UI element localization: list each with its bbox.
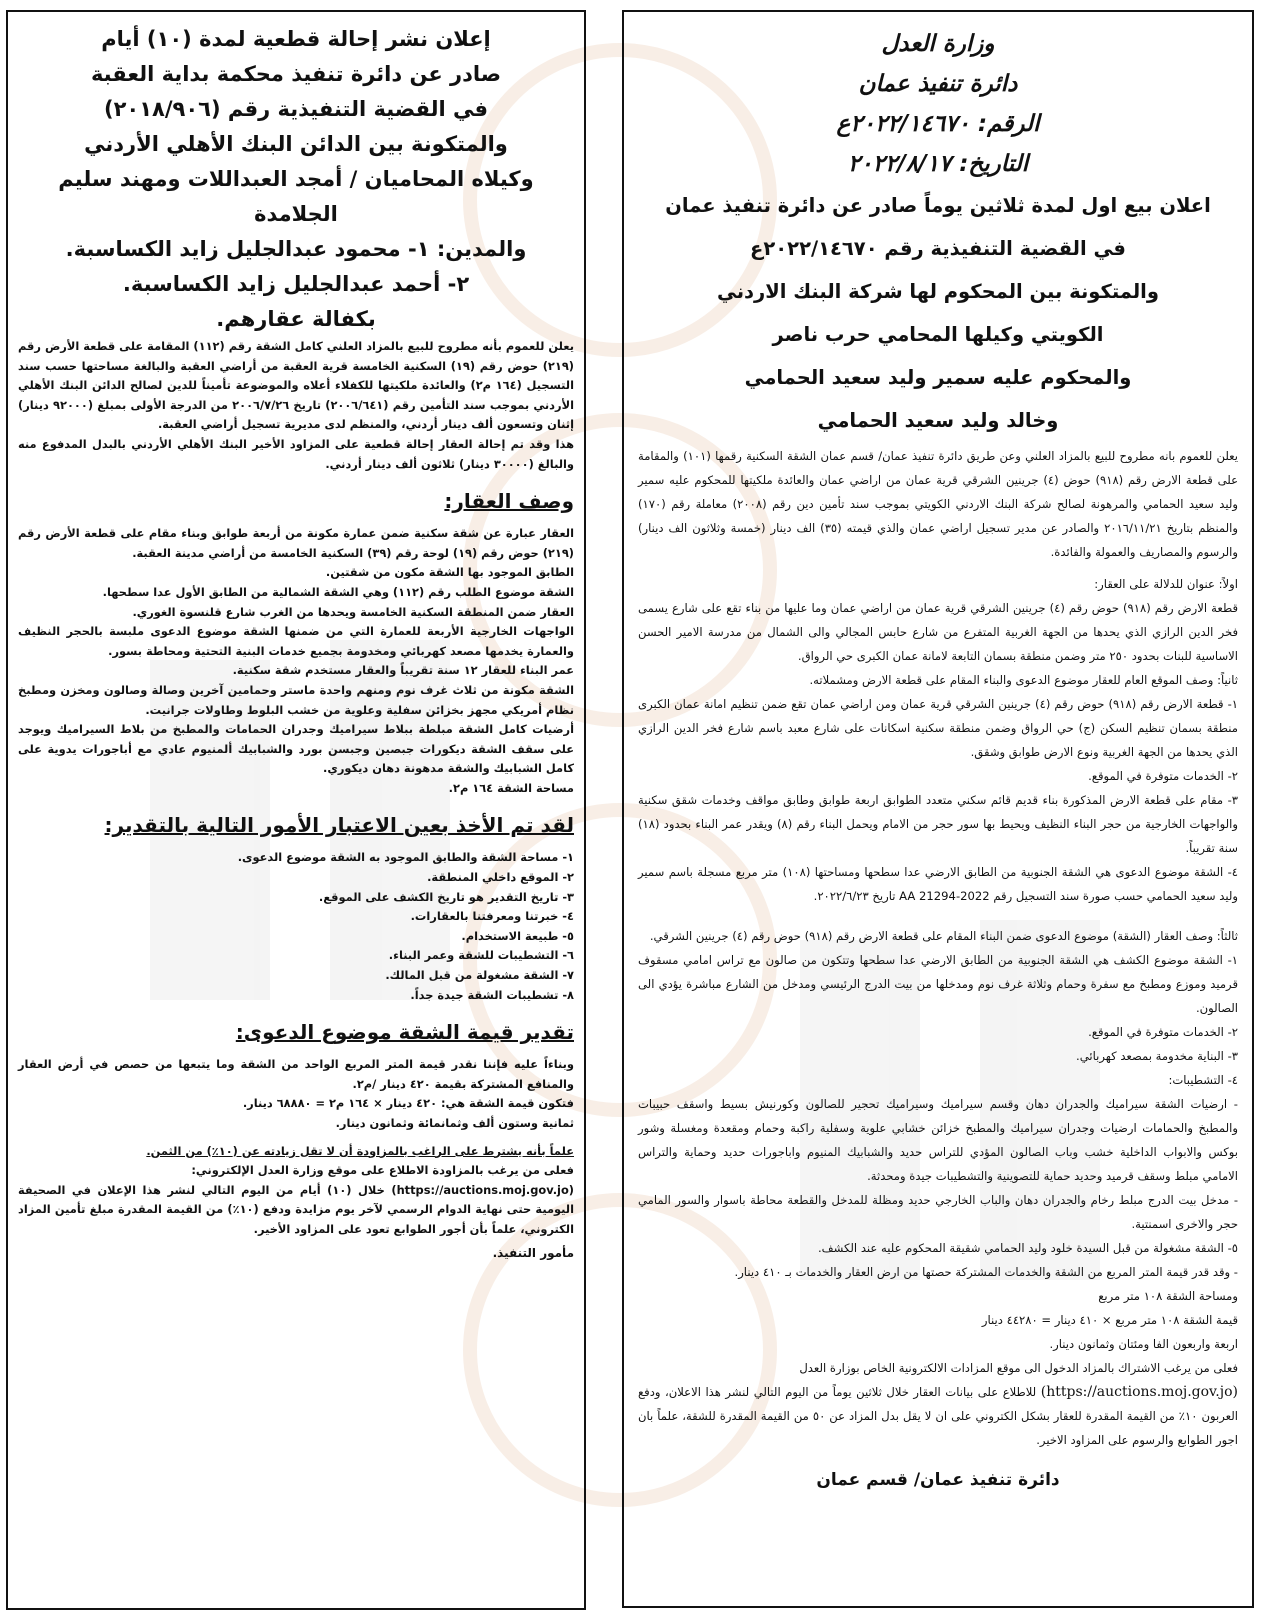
award-paragraph: هذا وقد تم إحالة العقار إحالة قطعية على المزاود الأخير البنك الأهلي الأردني بالبدل المدفوع منه والبالغ (٣٠٠٠٠ دينار) ثلاثون ألف دينار أردني. bbox=[18, 436, 574, 471]
valuation bbox=[18, 1055, 574, 1239]
bidding-condition: علماً بأنه يشترط على الراغب بالمزاودة أن لا تقل زيادته عن (١٠٪) من الثمن. bbox=[146, 1143, 574, 1158]
description-line: أرضيات كامل الشقة مبلطة ببلاط سيراميك وجدران الحمامات والمطبخ من بلاط السيراميك ويوجد على سقف الشقة ديكورات جبصين وجبسن بورد والشبابيك ألمنيوم عادي مع أباجورات يدوية على كامل الشبابيك والشقة مدهونة دهان ديكوري. bbox=[18, 722, 574, 776]
factor-item: ٨- تشطيبات الشقة جيدة جداً. bbox=[410, 987, 574, 1002]
section-3-item: ٢- الخدمات متوفرة في الموقع. bbox=[1088, 1025, 1238, 1039]
title-line: والمتكونة بين المحكوم لها شركة البنك الاردني bbox=[717, 280, 1159, 303]
valuation-title: تقدير قيمة الشقة موضوع الدعوى: bbox=[235, 1020, 574, 1045]
intro-paragraph: يعلن للعموم بأنه مطروح للبيع بالمزاد العلني كامل الشقة رقم (١١٢) المقامة على قطعة الأرض رقم (٢١٩) حوض رقم (١٩) السكنية الخامسة قرية العقبة من أراضي العقبة والبالغة مساحتها حسب سند التسجيل (١٦٤ م٢) والعائدة ملكيتها للكفلاء أعلاه والموضوعة تأميناً للدين لصالح الدائن البنك الأهلي الأردني بموجب سند التأمين رقم (٢٠٠٦/٦٤١) تاريخ ٢٠٠٦/٧/٢٦ من الدرجة الأولى بمبلغ (٩٢٠٠٠ دينار) إثنان وتسعون ألف دينار أردني، والمنظم لدى مديرية تسجيل أراضي العقبة. bbox=[18, 339, 574, 432]
section-2-item: ٢- الخدمات متوفرة في الموقع. bbox=[1088, 769, 1238, 783]
title-line: الكويتي وكيلها المحامي حرب ناصر bbox=[772, 323, 1104, 346]
title-line: اعلان بيع اول لمدة ثلاثين يوماً صادر عن دائرة تنفيذ عمان bbox=[665, 194, 1211, 217]
intro-paragraph: يعلن للعموم بانه مطروح للبيع بالمزاد العلني وعن طريق دائرة تنفيذ عمان/ قسم عمان الشقة السكنية رقمها (١٠١) والمقامة على قطعة الارض رقم (٩١٨) حوض (٤) جرينين الشرقي قرية عمان من اراضي عمان والعائدة ملكيتها للمحكوم عليه سمير وليد سعيد الحمامي والمرهونة لصالح شركة البنك الاردني الكويتي بموجب سند تأمين دين رقم (٢٠٠٨) معاملة رقم (١٧٠) والمنظم بتاريخ ٢٠١٦/١١/٢١ والصادر عن مدير تسجيل اراضي عمان والذي قيمته (٣٥) الف دينار (خمسة وثلاثون الف دينار) والرسوم والمصاريف والعمولة والفائدة. bbox=[638, 449, 1239, 559]
factor-item: ٧- الشقة مشغولة من قبل المالك. bbox=[385, 968, 574, 983]
title-line: في القضية التنفيذية رقم ٢٠٢٢/١٤٦٧٠ع bbox=[750, 237, 1126, 260]
factor-item: ٢- الموقع داخلي المنطقة. bbox=[427, 870, 574, 885]
section-2-item: ٣- مقام على قطعة الارض المذكورة بناء قديم قائم سكني متعدد الطوابق اربعة طوابق وطابق مواقف وخدمات شقق سكنية والواجهات الخارجية من حجر البناء النظيف ويحيط بها سور حجر من الامام ويحمل البناء رقم (٨) ويقدر عمر البناء بحدود (١٨) سنة تقريباً. bbox=[638, 793, 1238, 855]
description-line: العقار عبارة عن شقة سكنية ضمن عمارة مكونة من أربعة طوابق وبناء مقام على قطعة الأرض رقم (٢١٩) حوض رقم (١٩) لوحة رقم (٣٩) السكنية الخامسة من أراضي مدينة العقبة. bbox=[18, 526, 574, 560]
reference-number: الرقم: ٢٠٢٢/١٤٦٧٠ع bbox=[836, 111, 1040, 137]
section-3-item: - ارضيات الشقة سيراميك والجدران دهان وقسم سيراميك وسيراميك تحجير للصالون وكورنيش بسيط واسقف حبيبات والمطبخ والحمامات ارضيات وجدران سيراميك والمطبخ خزائن خشابي علوية وسفلية راكبة وحمام ومقعدة ومغسلة وشور بوكس والابواب الداخلية خشب وباب الصالون المؤدي للتراس حديد والشبابيك المنيوم واباجورات حديد وحماية والتراس الامامي مبلط وسقف قرميد وحديد حماية للتصوينية والتشطيبات جيدة ومحدثة. bbox=[638, 1097, 1238, 1183]
header-line: بكفالة عقارهم. bbox=[216, 307, 376, 331]
header-line: صادر عن دائرة تنفيذ محكمة بداية العقبة bbox=[90, 62, 502, 86]
notice-body bbox=[638, 444, 1238, 1452]
auctions-url[interactable]: (https://auctions.moj.gov.jo) bbox=[1040, 1384, 1238, 1400]
factor-item: ٣- تاريخ التقدير هو تاريخ الكشف على الموقع. bbox=[318, 889, 574, 904]
execution-officer: مأمور التنفيذ. bbox=[492, 1245, 574, 1260]
notice-footer: دائرة تنفيذ عمان/ قسم عمان bbox=[816, 1470, 1060, 1490]
factor-item: ٥- طبيعة الاستخدام. bbox=[461, 928, 574, 943]
section-3-item: - وقد قدر قيمة المتر المربع من الشقة والخدمات المشتركة حصتها من ارض العقار والخدمات بـ ٤١٠ دينار. bbox=[734, 1265, 1238, 1279]
closing-instructions: فعلى من يرغب بالمزاودة الاطلاع على موقع وزارة العدل الإلكتروني: bbox=[191, 1163, 574, 1178]
description-line: الشقة موضوع الطلب رقم (١١٢) وهي الشقة الشمالية من الطابق الأول عدا سطحها. bbox=[102, 584, 574, 599]
department-name: دائرة تنفيذ عمان bbox=[858, 71, 1018, 97]
notice-body bbox=[18, 337, 574, 474]
section-3-item: ٤- التشطيبات: bbox=[1168, 1073, 1238, 1087]
header-line: إعلان نشر إحالة قطعية لمدة (١٠) أيام bbox=[101, 27, 491, 51]
notice-amman-execution bbox=[622, 10, 1254, 1608]
valuation-line: وبناءاً عليه فإننا نقدر قيمة المتر المربع الواحد من الشقة وما يتبعها من حصص في أرض العقار والمنافع المشتركة بقيمة ٤٢٠ دينار /م٢. bbox=[18, 1057, 574, 1091]
section-3-item: ١- الشقة موضوع الكشف هي الشقة الجنوبية من الطابق الارضي عدا سطحها وتتكون من صالون مع تراس امامي مسقوف قرميد وموزع ومطبخ مع سفرة وحمام وثلاثة غرف نوم ومدخلها من بيت الدرج الرئيسي ومدخل من الشارع مباشرة يؤدي الى الصالون. bbox=[638, 953, 1238, 1015]
valuation-factors-title: لقد تم الأخذ بعين الاعتبار الأمور التالية بالتقدير: bbox=[104, 813, 574, 838]
notice-date: التاريخ: ٢٠٢٢/٨/١٧ bbox=[847, 151, 1029, 177]
factor-item: ٦- التشطيبات للشقة وعمر البناء. bbox=[388, 948, 574, 963]
section-1-text: قطعة الارض رقم (٩١٨) حوض رقم (٤) جرينين الشرقي قرية عمان من اراضي عمان وما عليها من بناء تقع على شارع يسمى فخر الدين الرازي الذي يحدها من الجهة الغربية المتفرع من شارع حابس المجالي والى الشمال من مدرسة الامير الحسن الاساسية للبنات بحدود ٢٥٠ متر وضمن منطقة بسمان التابعة لامانة عمان الكبرى حي الرواق. bbox=[638, 601, 1239, 663]
section-3-item: - مدخل بيت الدرج مبلط رخام والجدران دهان والباب الخارجي حديد ومظلة للمدخل والقطعة محاطة باسوار والسور المامي حجر والاخرى اسمنتية. bbox=[638, 1193, 1238, 1231]
property-description-title: وصف العقار: bbox=[444, 489, 574, 514]
property-description bbox=[18, 524, 574, 798]
notice-header bbox=[18, 22, 574, 337]
closing-instructions: فعلى من يرغب الاشتراك بالمزاد الدخول الى موقع المزادات الالكترونية الخاص بوزارة العدل bbox=[799, 1361, 1238, 1375]
valuation-line: ثمانية وستون ألف وثمانمائة وثمانون دينار. bbox=[335, 1116, 574, 1130]
valuation-factors bbox=[18, 848, 574, 1005]
description-line: الطابق الموجود بها الشقة مكون من شقتين. bbox=[325, 565, 574, 580]
description-line: الواجهات الخارجية الأربعة للعمارة التي من ضمنها الشقة موضوع الدعوى ملبسة بالحجر النظيف والعمارة يخدمها مصعد كهربائي ومخدومة بجميع خدمات البنية التحتية ومحاطة بسور. bbox=[18, 624, 574, 658]
ministry-name: وزارة العدل bbox=[881, 31, 995, 57]
description-line: الشقة مكونة من ثلاث غرف نوم ومنهم واحدة ماستر وحمامين آخرين وصالة وصالون ومخزن ومطبخ نظام أمريكي مجهز بخزائن سفلية وعلوية من خشب البلوط وطاولات جرانيت. bbox=[18, 682, 574, 717]
header-line: في القضية التنفيذية رقم (٢٠١٨/٩٠٦) bbox=[103, 97, 489, 121]
section-3-item: ٥- الشقة مشغولة من قبل السيدة خلود وليد الحمامي شقيقة المحكوم عليه عند الكشف. bbox=[817, 1241, 1238, 1255]
header-line: ٢- أحمد عبدالجليل زايد الكساسبة. bbox=[122, 272, 470, 296]
header-line: وكيلاه المحاميان / أمجد العبداللات ومهند سليم الجلامدة bbox=[58, 167, 534, 226]
title-line: وخالد وليد سعيد الحمامي bbox=[817, 409, 1059, 432]
description-line: مساحة الشقة ١٦٤ م٢. bbox=[448, 780, 574, 795]
description-line: عمر البناء للعقار ١٢ سنة تقريباً والعقار مستخدم شقة سكنية. bbox=[232, 663, 574, 678]
section-2-item: ٤- الشقة موضوع الدعوى هي الشقة الجنوبية من الطابق الارضي عدا سطحها ومساحتها (١٠٨) متر مربع مسجلة باسم سمير وليد سعيد الحمامي حسب صورة سند التسجيل رقم 2022-AA 21294 تاريخ ٢٠٢٢/٦/٢٣. bbox=[638, 865, 1239, 903]
description-line: العقار ضمن المنطقة السكنية الخامسة ويحدها من الغرب شارع قلنسوة الغوري. bbox=[132, 604, 574, 619]
section-2-item: ١- قطعة الارض رقم (٩١٨) حوض رقم (٤) جرينين الشرقي قرية عمان ومن اراضي عمان تقع ضمن تنظيم امانة عمان الكبرى منطقة بسمان تنظيم السكن (ج) حي الرواق وضمن منطقة سكنية اسكانات على شارع معبد باسم شارع فخر الدين الرازي الذي يحدها من الجهة الغربية ونوع الارض طوابق وشقق. bbox=[638, 697, 1238, 759]
closing-text: للاطلاع على بيانات العقار خلال ثلاثين يوماً من اليوم التالي لنشر هذا الاعلان، ودفع العربون ١٠٪ من القيمة المقدرة للعقار بشكل الكتروني على ان لا يقل بدل المزاد عن ٥٠ من القيمة المقدرة للشقة، علماً بان اجور الطوابع والرسوم على المزاود الاخير. bbox=[638, 1385, 1238, 1447]
header-line: والمدين: ١- محمود عبدالجليل زايد الكساسبة. bbox=[65, 237, 527, 261]
section-3-item: ومساحة الشقة ١٠٨ متر مربع bbox=[1098, 1289, 1238, 1303]
valuation-line: فتكون قيمة الشقة هي: ٤٢٠ دينار × ١٦٤ م٢ = ٦٨٨٨٠ دينار. bbox=[242, 1096, 574, 1111]
section-3-item: قيمة الشقة ١٠٨ متر مربع × ٤١٠ دينار = ٤٤٢٨٠ دينار bbox=[981, 1313, 1238, 1327]
closing-details bbox=[638, 1380, 1238, 1452]
section-3-title: ثالثاً: وصف العقار (الشقة) موضوع الدعوى ضمن البناء المقام على قطعة الارض رقم (٩١٨) حوض رقم (٤) جرينين الشرقي. bbox=[649, 929, 1238, 943]
factor-item: ٤- خبرتنا ومعرفتنا بالعقارات. bbox=[410, 909, 574, 924]
section-1-title: اولاً: عنوان للدلالة على العقار: bbox=[1094, 577, 1238, 591]
section-2-title: ثانياً: وصف الموقع العام للعقار موضوع الدعوى والبناء المقام على قطعة الارض ومشملاته. bbox=[809, 673, 1238, 687]
notice-title bbox=[638, 186, 1238, 440]
closing-details: (https://auctions.moj.gov.jo) خلال (١٠) أيام من اليوم التالي لنشر هذا الإعلان في الصحيفة اليومية حتى نهاية الدوام الرسمي لآخر يوم مزايدة ودفع (١٠٪) من القيمة المقدرة مبلغ تأمين المزاد الكتروني، علماً بأن أجور الطوابع تعود على المزاود الأخير. bbox=[18, 1182, 574, 1236]
notice-aqaba-final-award bbox=[6, 10, 586, 1610]
factor-item: ١- مساحة الشقة والطابق الموجود به الشقة موضوع الدعوى. bbox=[237, 850, 574, 865]
header-line: والمتكونة بين الدائن البنك الأهلي الأردني bbox=[84, 132, 508, 156]
section-3-item: ٣- البناية مخدومة بمصعد كهربائي. bbox=[1076, 1049, 1238, 1063]
title-line: والمحكوم عليه سمير وليد سعيد الحمامي bbox=[744, 366, 1132, 389]
section-3-item: اربعة واربعون الفا ومئتان وثمانون دينار. bbox=[1049, 1337, 1238, 1351]
